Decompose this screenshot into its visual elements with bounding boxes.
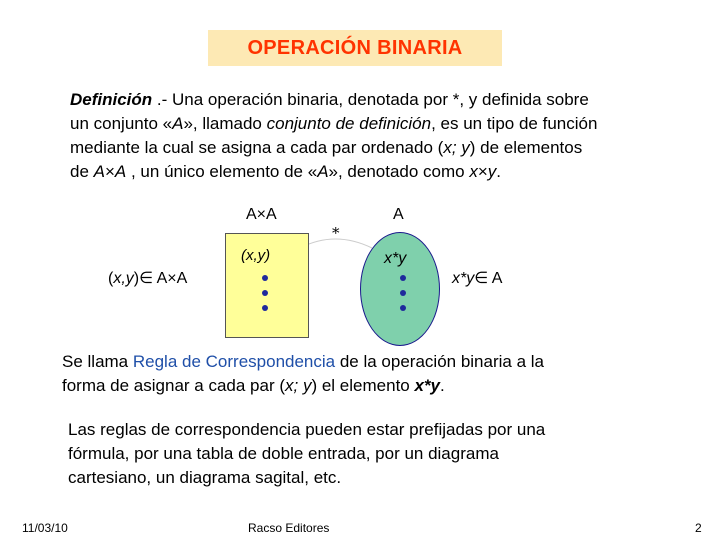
definition-text: un conjunto « <box>70 114 173 133</box>
definition-paragraph <box>70 88 710 184</box>
rules-line: Las reglas de correspondencia pueden estar prefijadas por una <box>68 420 546 439</box>
membership-text: )∈ A×A <box>133 270 188 287</box>
definition-text: .- Una operación binaria, denotada por *, y definida sobre <box>152 90 589 109</box>
codomain-dot <box>400 305 406 311</box>
operator-symbol: * <box>332 224 340 242</box>
definition-text: conjunto de definición <box>266 114 432 133</box>
definition-text: × <box>104 162 115 181</box>
domain-dot <box>262 305 268 311</box>
definition-text: A <box>317 162 329 181</box>
rule-text: ) el elemento <box>311 376 415 395</box>
definition-text: de <box>70 162 94 181</box>
domain-dot <box>262 290 268 296</box>
result-label: x*y <box>384 250 407 267</box>
pair-label: (x,y) <box>241 247 271 264</box>
pair-membership <box>108 268 187 288</box>
domain-label: A×A <box>246 206 277 223</box>
definition-text: A <box>114 162 127 181</box>
definition-text: × <box>477 162 488 181</box>
codomain-label: A <box>393 206 404 223</box>
rule-text: forma de asignar a cada par ( <box>62 376 286 395</box>
rules-paragraph <box>68 418 708 490</box>
membership-text: x,y <box>113 270 134 287</box>
domain-dot <box>262 275 268 281</box>
rules-line: fórmula, por una tabla de doble entrada, por un diagrama <box>68 444 499 463</box>
codomain-dot <box>400 275 406 281</box>
footer-publisher: Racso Editores <box>248 521 330 535</box>
rule-term: Regla de Correspondencia <box>132 352 336 371</box>
definition-text: y <box>487 162 497 181</box>
slide-title: OPERACIÓN BINARIA <box>208 30 502 66</box>
definition-text: A <box>172 114 184 133</box>
definition-text: ) de elementos <box>469 138 583 157</box>
rule-text: de la operación binaria a la <box>335 352 544 371</box>
result-membership <box>452 268 502 288</box>
definition-text: x; y <box>443 138 470 157</box>
membership-text: ∈ A <box>474 270 503 287</box>
rule-paragraph <box>62 350 702 398</box>
codomain-dot <box>400 290 406 296</box>
definition-text: », denotado como <box>328 162 470 181</box>
definition-text: mediante la cual se asigna a cada par ordenado ( <box>70 138 444 157</box>
definition-text: », llamado <box>183 114 267 133</box>
definition-text: x <box>469 162 478 181</box>
definition-text: , es un tipo de función <box>431 114 598 133</box>
rule-text: x; y <box>285 376 312 395</box>
rule-text: . <box>440 376 445 395</box>
membership-text: ( <box>108 270 114 287</box>
definition-term: Definición <box>70 90 153 109</box>
footer-page-number: 2 <box>695 521 702 535</box>
definition-text: A <box>93 162 105 181</box>
rule-text: Se llama <box>62 352 133 371</box>
rules-line: cartesiano, un diagrama sagital, etc. <box>68 468 342 487</box>
membership-text: x*y <box>452 270 475 287</box>
footer-date: 11/03/10 <box>22 521 68 535</box>
rule-text: x*y <box>414 376 440 395</box>
definition-text: . <box>496 162 502 181</box>
definition-text: , un único elemento de « <box>126 162 318 181</box>
